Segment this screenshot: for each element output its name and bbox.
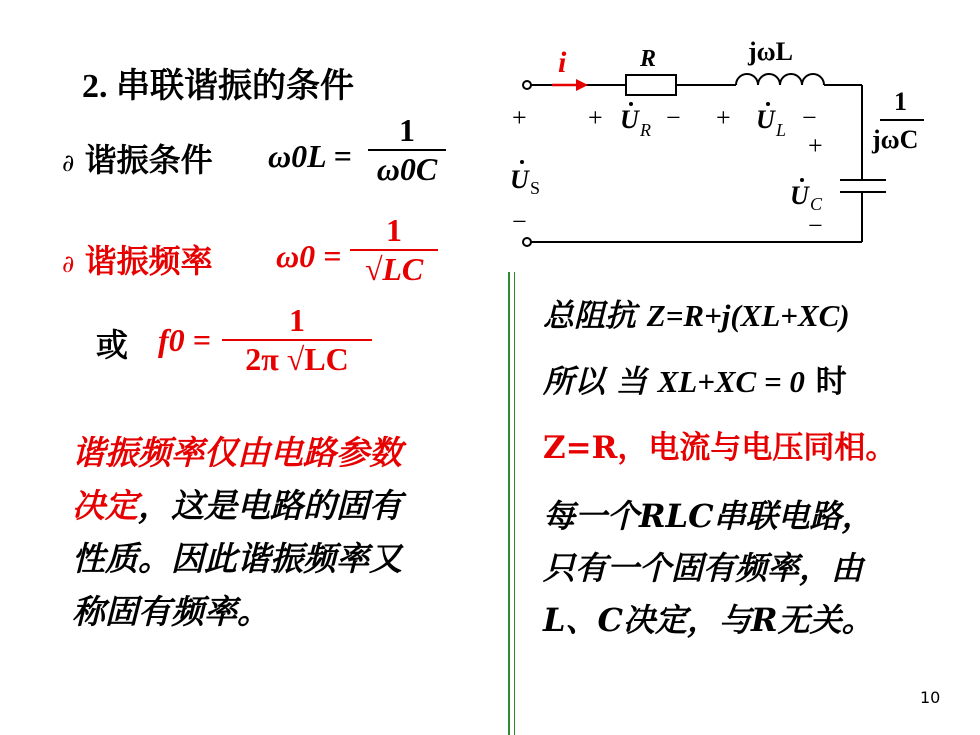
- condition-label: 谐振条件: [84, 141, 213, 179]
- so-line: [543, 356, 847, 401]
- ul-voltage: U: [756, 105, 775, 134]
- f0-numerator: 1: [289, 302, 305, 338]
- uc-plus: +: [808, 131, 823, 160]
- note-line: 谐振频率仅由电路参数: [72, 433, 402, 472]
- source-voltage: U: [510, 165, 529, 194]
- capacitor-num: 1: [894, 87, 907, 116]
- summary-line: 只有一个固有频率，由: [543, 549, 864, 587]
- ur-minus: −: [666, 103, 681, 132]
- inductor-icon: [736, 74, 824, 85]
- ul-minus: −: [802, 103, 817, 132]
- bullet-icon: ∂: [62, 250, 75, 278]
- ul-subscript: L: [776, 120, 787, 140]
- summary-line: 每一个RLC串联电路，: [543, 497, 874, 535]
- column-divider: [508, 272, 515, 735]
- bullet-icon: ∂: [62, 149, 75, 177]
- resonance-frequency: [62, 236, 213, 282]
- source-plus: +: [512, 103, 527, 132]
- f0-denominator: 2π √LC: [222, 339, 372, 378]
- inphase-line: Z=R，电流与电压同相。: [543, 430, 897, 466]
- or-label: 或: [96, 326, 129, 364]
- frequency-denominator: √LC: [350, 249, 438, 288]
- resonance-condition: [62, 135, 213, 181]
- ur-plus: +: [588, 103, 603, 132]
- impedance-expr: Z=R+j(XL+XC): [646, 298, 850, 333]
- current-arrow-icon: [552, 79, 588, 91]
- inductor-label: jωL: [748, 37, 794, 66]
- f0-lhs: f0 =: [158, 322, 211, 358]
- impedance-line: [543, 290, 850, 335]
- condition-numerator: 1: [399, 112, 415, 148]
- uc-subscript: C: [810, 194, 823, 214]
- ur-subscript: R: [640, 120, 651, 140]
- source-subscript: S: [530, 178, 541, 198]
- resistor-label: R: [640, 46, 657, 72]
- so-tail: 时: [815, 364, 847, 400]
- condition-lhs: ω0L =: [268, 138, 352, 174]
- note-line: 称固有频率。: [72, 592, 270, 631]
- frequency-fraction: [350, 212, 438, 288]
- rlc-circuit: [500, 30, 970, 260]
- condition-fraction: [368, 112, 446, 188]
- summary: [543, 490, 874, 646]
- frequency-lhs: ω0 =: [276, 238, 342, 274]
- uc-minus: −: [808, 211, 823, 240]
- condition-denominator: ω0C: [368, 149, 446, 188]
- page-title: 2. 串联谐振的条件: [82, 68, 354, 105]
- frequency-label: 谐振频率: [84, 242, 213, 280]
- so-label: 所以 当: [543, 364, 647, 400]
- page-number: 10: [920, 688, 941, 707]
- terminal-bottom: [523, 238, 531, 246]
- ur-voltage: U: [620, 105, 639, 134]
- summary-line: L、C决定，与R无关。: [543, 601, 874, 639]
- note-line: 决定，这是电路的固有: [72, 486, 402, 525]
- uc-voltage: U: [790, 181, 809, 210]
- f0-fraction: [222, 302, 372, 378]
- impedance-label: 总阻抗: [543, 298, 636, 334]
- terminal-top: [523, 81, 531, 89]
- current-label: i: [558, 46, 567, 79]
- ul-plus: +: [716, 103, 731, 132]
- note-line: 性质。因此谐振频率又: [72, 539, 402, 578]
- so-expr: XL+XC = 0: [657, 364, 805, 399]
- resistor-icon: [626, 75, 676, 95]
- resonance-note: [72, 426, 402, 638]
- frequency-numerator: 1: [386, 212, 402, 248]
- capacitor-den: jωC: [872, 125, 919, 154]
- source-minus: −: [512, 207, 527, 236]
